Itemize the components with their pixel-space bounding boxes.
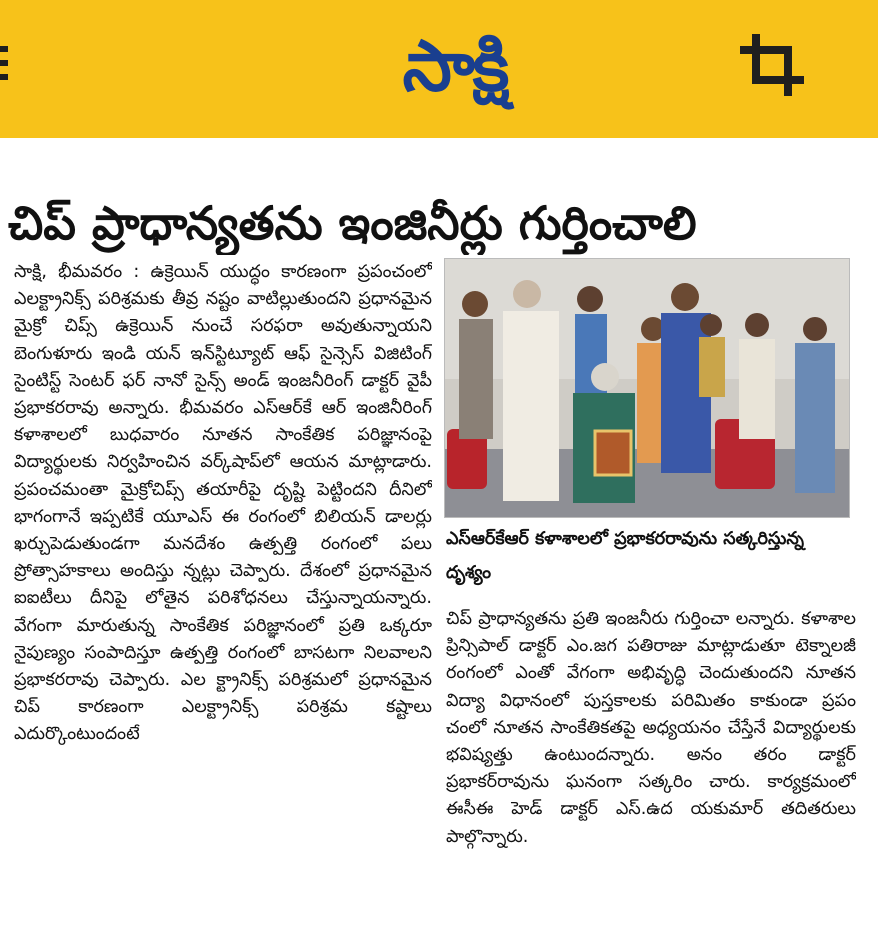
article-headline: చిప్ ప్రాధాన్యతను ఇంజినీర్లు గుర్తించాలి [8,195,697,250]
article-body-left-column [14,259,432,936]
event-photo-illustration [445,259,849,517]
article-body-text-continued: చిప్ ప్రాధాన్యతను ప్రతి ఇంజనీరు గుర్తించా లన్నారు. కళాశాల ప్రిన్సిపాల్ డాక్టర్ ఎం.జగ పతిరాజు మాట్లాడుతూ టెక్నాలజీ రంగంలో ఎంతో వేగంగా అభివృద్ధి చెందుతుందని నూతన విద్యా విధానంలో పుస్తకాలకు పరిమితం కాకుండా ప్రపం చంలో నూతన సాంకేతికతపై అధ్యయనం చేస్తేనే విద్యార్థులకు భవిష్యత్తు ఉంటుందన్నారు. అనం తరం డాక్టర్ ప్రభాకర్‌రావును ఘనంగా సత్కరిం చారు. కార్యక్రమంలో ఈసీఈ హెడ్ డాక్టర్ ఎస్.ఉద యకుమార్ తదితరులు పాల్గొన్నారు. [446,609,856,847]
crop-icon[interactable] [738,30,808,100]
article-body-text: సాక్షి, భీమవరం : ఉక్రెయిన్ యుద్ధం కారణంగా ప్రపంచంలో ఎలక్ట్రానిక్స్ పరిశ్రమకు తీవ్ర నష్టం వాటిల్లుతుందని ప్రధానమైన మైక్రో చిప్స్ ఉక్రెయిన్ నుంచే సరఫరా అవుతున్నాయని బెంగుళూరు ఇండి యన్ ఇన్‌స్టిట్యూట్ ఆఫ్ సైన్సెస్ విజిటింగ్ సైంటిస్ట్ సెంటర్ ఫర్ నానో సైన్స్ అండ్ ఇంజనీరింగ్ డాక్టర్ వైపీ ప్రభాకరరావు అన్నారు. భీమవరం ఎస్‌ఆర్‌కే ఆర్ ఇంజినీరింగ్ కళాశాలలో బుధవారం నూతన సాంకేతిక పరిజ్ఞానంపై విద్యార్థులకు నిర్వహించిన వర్క్‌షాప్‌లో ఆయన మాట్లాడారు. ప్రపంచమంతా మైక్రోచిప్స్ తయారీపై దృష్టి పెట్టిందని దీనిలో భాగంగానే ఇప్పటికే యూఎస్ ఈ రంగంలో బిలియన్ డాలర్లు ఖర్చుపెడుతుండగా మనదేశం ఉత్పత్తి రంగంలో పలు ప్రోత్సాహకాలు అందిస్తు న్నట్లు చెప్పారు. దేశంలో ప్రధానమైన ఐఐటీలు దీనిపై లోతైన పరిశోధనలు చేస్తున్నాయన్నారు. వేగంగా మారుతున్న సాంకేతిక పరిజ్ఞానంలో ప్రతి ఒక్కరూ నైపుణ్యం సంపాదిస్తూ ఉత్పత్తి రంగంలో బాసటగా నిలవాలని ప్రభాకరరావు చెప్పారు. ఎల క్ట్రానిక్స్ పరిశ్రమలో ప్రధానమైన చిప్ కారణంగా ఎలక్ట్రానిక్స్ పరిశ్రమ కష్టాలు ఎదుర్కొంటుందంటే [14,262,432,745]
article-body-right-column [446,606,856,936]
sakshi-logo[interactable]: సాక్షి [402,25,508,107]
hamburger-menu-icon[interactable] [0,46,8,86]
article-photo [444,258,850,518]
photo-caption: ఎస్‌ఆర్‌కేఆర్ కళాశాలలో ప్రభాకరరావును సత్కరిస్తున్న దృశ్యం [446,529,804,583]
header-bar [0,0,878,138]
